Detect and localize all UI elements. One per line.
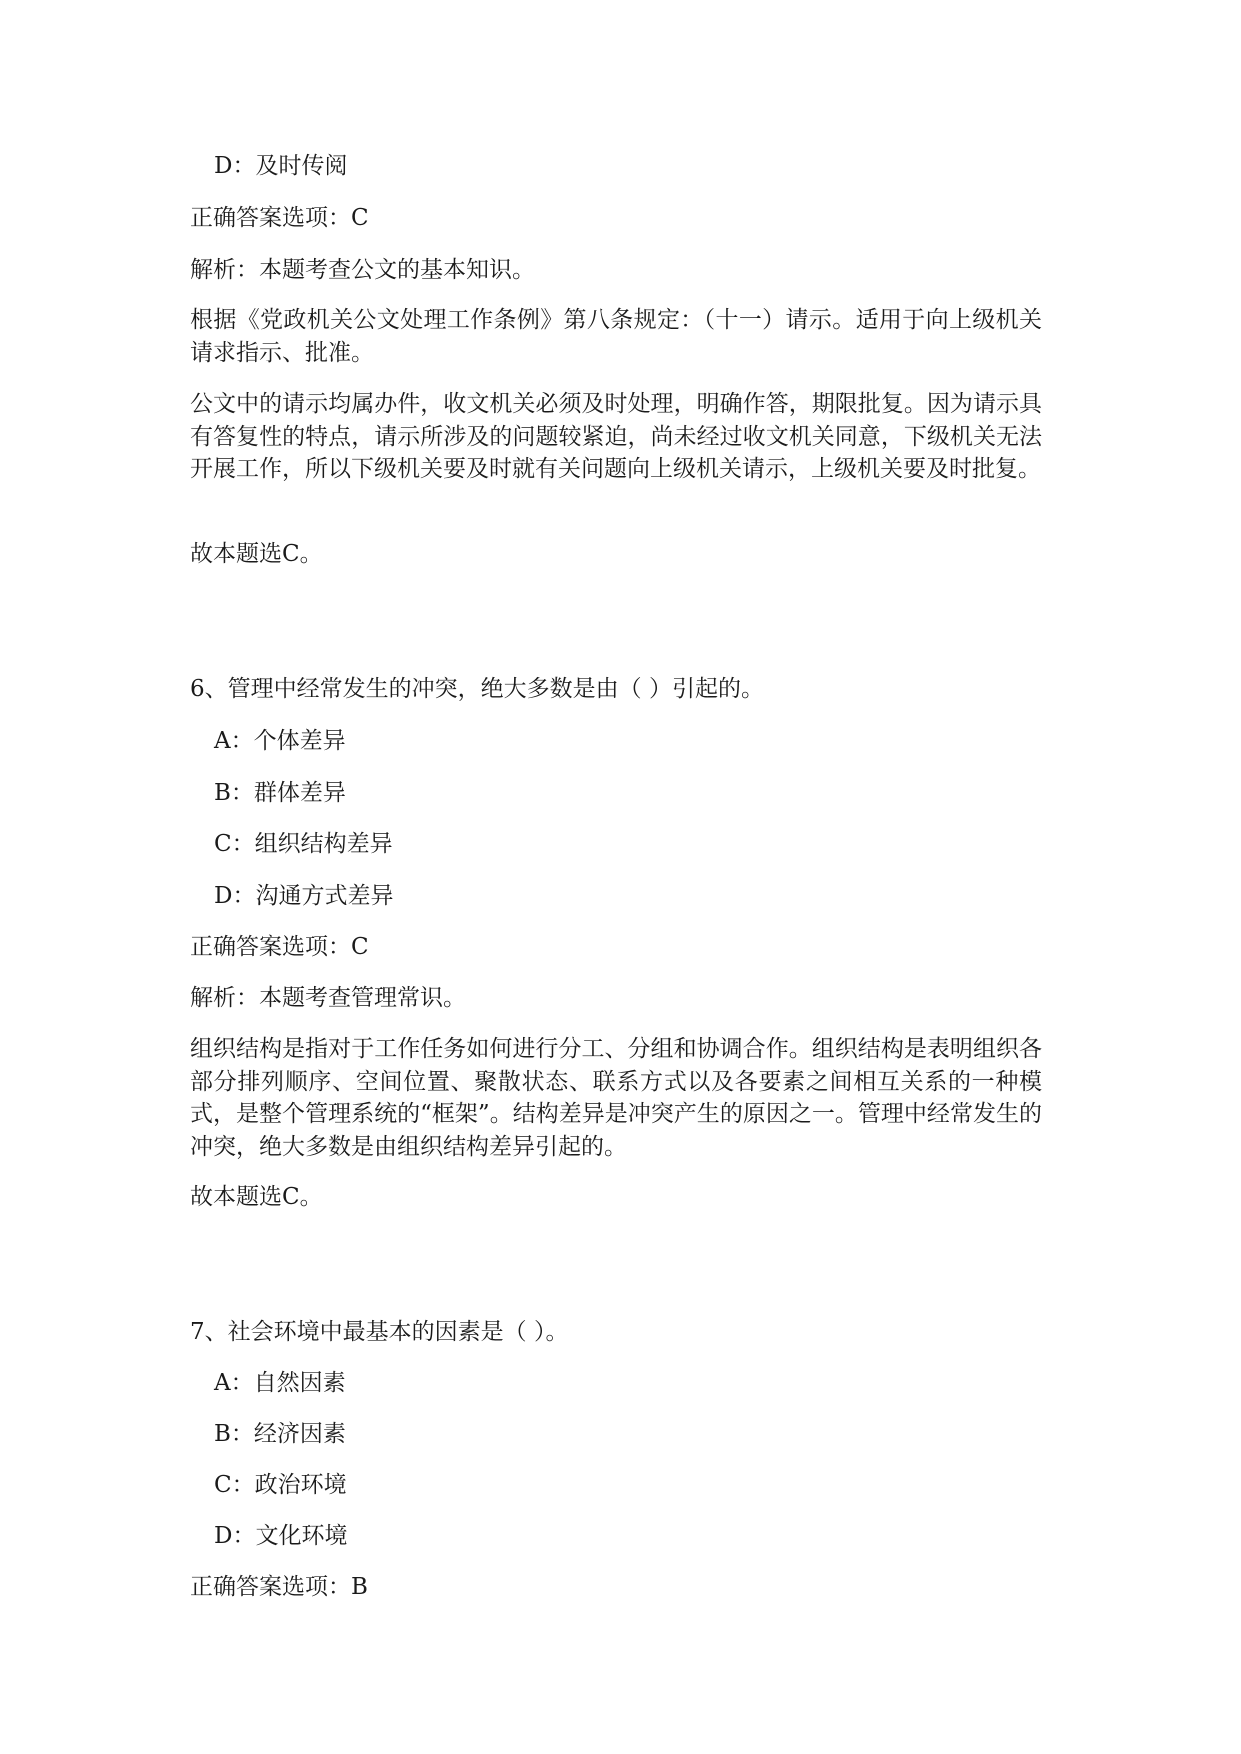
q6-conclusion: 故本题选C。 <box>190 1184 323 1210</box>
prev-option-d: D：及时传阅 <box>214 153 348 179</box>
q7-option-b: B：经济因素 <box>214 1421 346 1447</box>
q6-option-b: B：群体差异 <box>214 780 346 806</box>
prev-analysis-paragraph-2: 公文中的请示均属办件，收文机关必须及时处理，明确作答，期限批复。因为请示具有答复性的特点，请示所涉及的问题较紧迫，尚未经过收文机关同意，下级机关无法开展工作，所以下级机关要及时就有关问题向上级机关请示，上级机关要及时批复。 <box>190 391 1042 482</box>
q7-option-c: C：政治环境 <box>214 1472 347 1498</box>
prev-conclusion: 故本题选C。 <box>190 541 323 567</box>
q6-option-c: C：组织结构差异 <box>214 831 393 857</box>
q6-option-a: A：个体差异 <box>214 728 346 754</box>
prev-answer: 正确答案选项：C <box>190 205 369 231</box>
q7-answer: 正确答案选项：B <box>190 1574 368 1600</box>
prev-analysis-paragraph-1: 根据《党政机关公文处理工作条例》第八条规定：（十一）请示。适用于向上级机关请求指示、批准。 <box>190 307 1042 366</box>
q7-option-d: D：文化环境 <box>214 1523 348 1549</box>
q6-analysis-paragraph: 组织结构是指对于工作任务如何进行分工、分组和协调合作。组织结构是表明组织各部分排列顺序、空间位置、聚散状态、联系方式以及各要素之间相互关系的一种模式，是整个管理系统的“框架”。结构差异是冲突产生的原因之一。管理中经常发生的冲突，绝大多数是由组织结构差异引起的。 <box>190 1036 1042 1160</box>
q7-stem: 7、社会环境中最基本的因素是（ ）。 <box>190 1319 569 1345</box>
q6-option-d: D：沟通方式差异 <box>214 883 394 909</box>
q6-answer: 正确答案选项：C <box>190 934 369 960</box>
prev-analysis-title: 解析：本题考查公文的基本知识。 <box>190 257 535 283</box>
q6-stem: 6、管理中经常发生的冲突，绝大多数是由（ ）引起的。 <box>190 676 764 702</box>
q6-analysis-title: 解析：本题考查管理常识。 <box>190 985 466 1011</box>
q7-option-a: A：自然因素 <box>214 1370 346 1396</box>
